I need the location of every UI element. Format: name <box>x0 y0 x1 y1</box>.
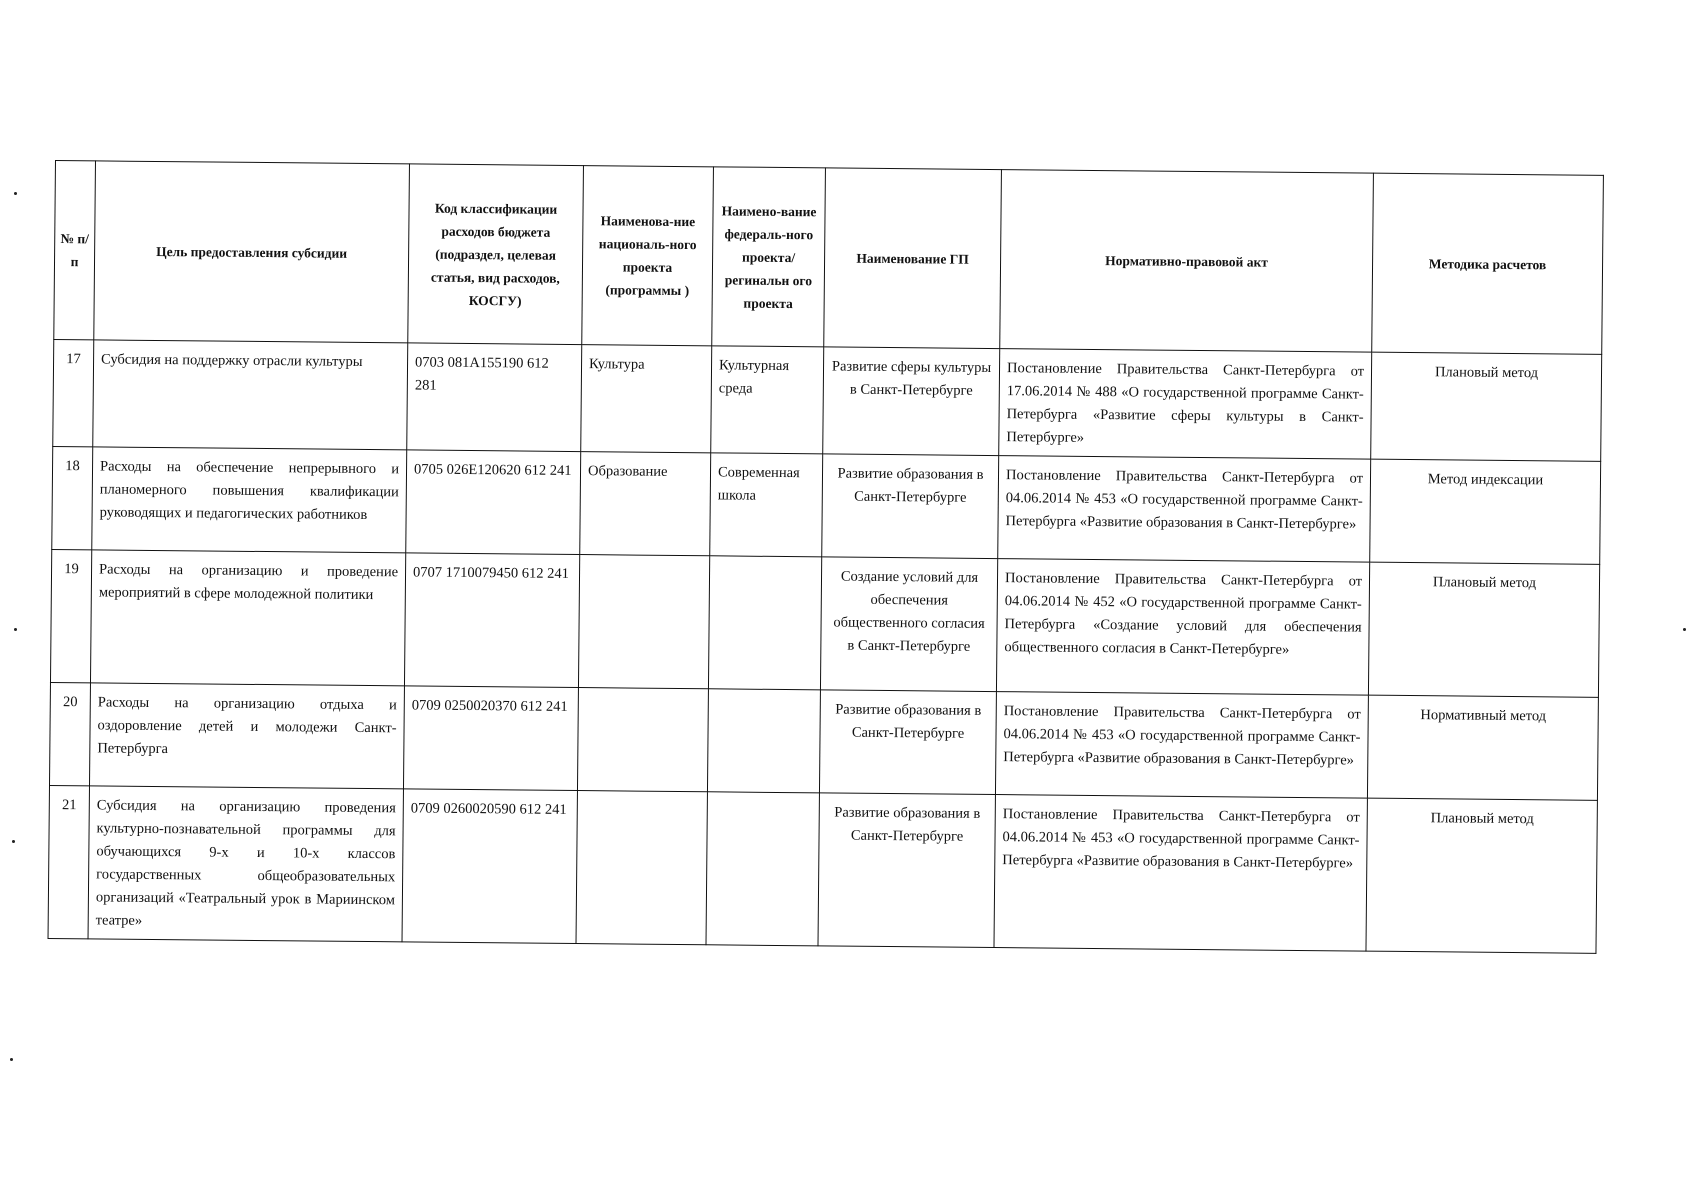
cell-national-project: Культура <box>581 345 712 453</box>
header-goal: Цель предоставления субсидии <box>94 161 410 343</box>
cell-method: Нормативный метод <box>1367 695 1598 800</box>
cell-gp: Развитие образования в Санкт-Петербурге <box>818 793 995 948</box>
cell-federal-project <box>707 689 820 793</box>
cell-federal-project: Культурная среда <box>711 346 824 454</box>
header-gp: Наименование ГП <box>824 168 1002 349</box>
subsidy-table <box>48 160 1604 954</box>
cell-num: 20 <box>49 682 90 785</box>
cell-method: Плановый метод <box>1366 798 1597 953</box>
cell-legal-act: Постановление Правительства Санкт-Петербурга от 04.06.2014 № 453 «О государственной программе Санкт-Петербурга «Развитие образования в Санкт-Петербурге» <box>994 795 1367 952</box>
cell-code: 0705 026Е120620 612 241 <box>406 450 581 555</box>
table-row <box>48 785 1597 953</box>
header-code: Код классификации расходов бюджета (подраздел, целевая статья, вид расходов, КОСГУ) <box>408 164 584 345</box>
cell-method: Плановый метод <box>1371 352 1602 461</box>
cell-num: 18 <box>52 446 93 549</box>
cell-gp: Развитие сферы культуры в Санкт-Петербурге <box>823 347 1000 456</box>
cell-num: 19 <box>50 549 91 682</box>
scan-mark <box>14 192 17 195</box>
cell-code: 0703 081А155190 612 281 <box>407 343 582 452</box>
cell-legal-act: Постановление Правительства Санкт-Петербурга от 17.06.2014 № 488 «О государственной программе Санкт-Петербурга «Развитие сферы культуры в Санкт-Петербурге» <box>999 349 1372 460</box>
cell-code: 0709 0250020370 612 241 <box>403 686 578 791</box>
table-row <box>52 446 1601 564</box>
cell-num: 17 <box>53 339 94 446</box>
cell-method: Плановый метод <box>1368 562 1599 697</box>
header-num: № п/п <box>54 161 96 340</box>
cell-federal-project: Современная школа <box>710 453 823 557</box>
scan-mark <box>12 840 15 843</box>
header-method: Методика расчетов <box>1372 173 1604 354</box>
cell-gp: Создание условий для обеспечения общественного согласия в Санкт-Петербурге <box>820 557 997 692</box>
cell-goal: Расходы на обеспечение непрерывного и планомерного повышения квалификации руководящих и педагогических работников <box>92 447 407 553</box>
header-federal-project: Наимено-вание федераль-ного проекта/ регинальн ого проекта <box>712 167 826 347</box>
header-legal-act: Нормативно-правовой акт <box>1000 170 1374 353</box>
cell-national-project: Образование <box>580 452 711 556</box>
header-national-project: Наименова-ние националь-ного проекта (программы ) <box>582 166 714 346</box>
cell-goal: Субсидия на организацию проведения культурно-познавательной программы для обучающихся 9-х и 10-х классов государственных общеобразовательных организаций «Театральный урок в Мариинском театре» <box>88 786 403 942</box>
cell-federal-project <box>708 556 821 690</box>
cell-federal-project <box>706 792 819 946</box>
table-row <box>50 549 1599 697</box>
table-header-row <box>54 161 1604 355</box>
cell-goal: Расходы на организацию и проведение мероприятий в сфере молодежной политики <box>90 550 405 686</box>
scan-mark <box>1683 628 1686 631</box>
cell-national-project <box>576 791 707 945</box>
cell-goal: Субсидия на поддержку отрасли культуры <box>93 340 408 450</box>
cell-gp: Развитие образования в Санкт-Петербурге <box>819 690 996 795</box>
cell-code: 0707 1710079450 612 241 <box>404 553 579 688</box>
scan-mark <box>10 1058 13 1061</box>
cell-national-project <box>577 688 708 792</box>
cell-gp: Развитие образования в Санкт-Петербурге <box>822 454 999 559</box>
table-row <box>53 339 1602 461</box>
cell-legal-act: Постановление Правительства Санкт-Петербурга от 04.06.2014 № 452 «О государственной программе Санкт-Петербурга «Создание условий для обеспечения общественного согласия в Санкт-Петербурге» <box>996 559 1369 696</box>
cell-goal: Расходы на организацию отдыха и оздоровление детей и молодежи Санкт-Петербурга <box>89 683 404 789</box>
cell-national-project <box>578 555 709 689</box>
scan-mark <box>14 628 17 631</box>
cell-legal-act: Постановление Правительства Санкт-Петербурга от 04.06.2014 № 453 «О государственной программе Санкт-Петербурга «Развитие образования в Санкт-Петербурге» <box>995 692 1368 799</box>
cell-code: 0709 0260020590 612 241 <box>402 789 577 944</box>
cell-method: Метод индексации <box>1370 459 1601 564</box>
table-row <box>49 682 1598 800</box>
cell-num: 21 <box>48 785 89 938</box>
cell-legal-act: Постановление Правительства Санкт-Петербурга от 04.06.2014 № 453 «О государственной программе Санкт-Петербурга «Развитие образования в Санкт-Петербурге» <box>998 456 1371 563</box>
